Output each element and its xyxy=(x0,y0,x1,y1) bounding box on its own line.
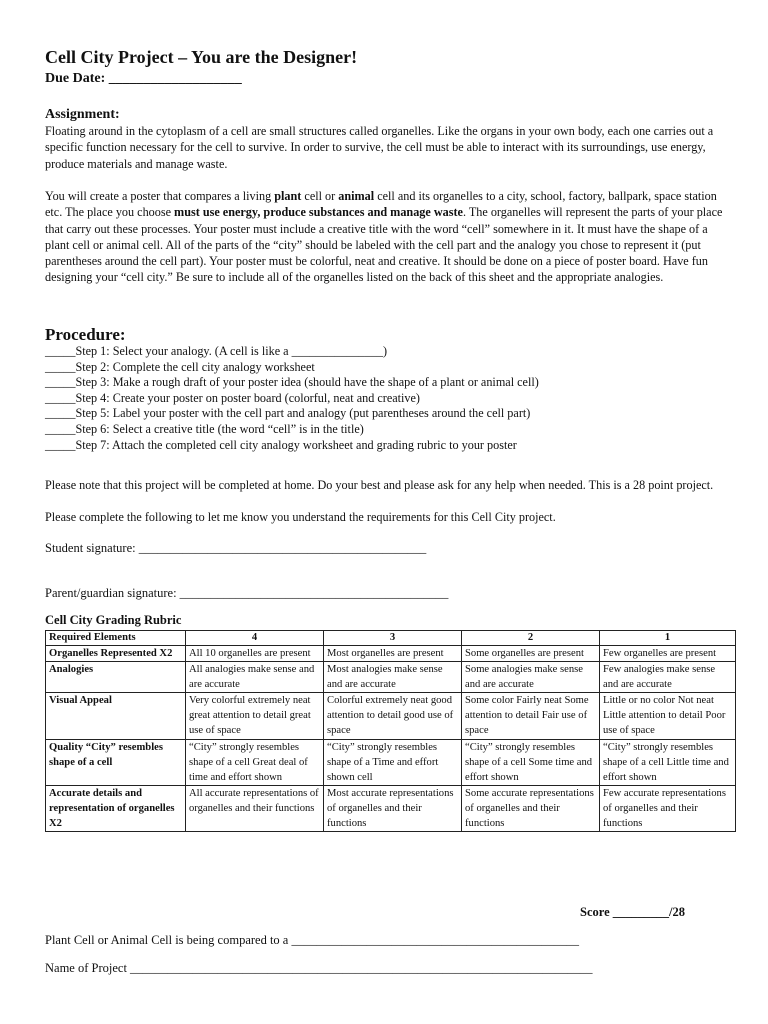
due-date-line: Due Date: ___________________ xyxy=(45,71,242,86)
p2-text-d: . The organelles will represent the parts of your place that carry out these processes. Your poster must include a creative title with the word “cell” somewhere in it. It must have the shape of a plant cell or animal cell. All of the parts of the “city” should be labeled with the cell part and the analogy you chose to represent it (put parentheses around the cell part). Your poster must be colorful, neat and creative. It should be done on a piece of poster board. Have fun designing your “cell city.” Be sure to include all of the organelles listed on the back of this sheet and the appropriate analogies. xyxy=(45,205,723,285)
procedure-step: _____Step 3: Make a rough draft of your poster idea (should have the shape of a plant or animal cell) xyxy=(45,375,539,390)
grading-rubric-table xyxy=(45,630,736,832)
rubric-row xyxy=(46,646,736,662)
procedure-step: _____Step 6: Select a creative title (the word “cell” is in the title) xyxy=(45,421,364,436)
rubric-cell: Few organelles are present xyxy=(600,646,736,662)
p2-text-b: cell or xyxy=(301,189,339,203)
p2-animal-bold: animal xyxy=(338,189,375,203)
rubric-element-cell: Accurate details and representation of organelles X2 xyxy=(46,785,186,831)
p2-must-bold: must use energy, produce substances and manage waste xyxy=(174,205,463,220)
rubric-header-cell: Required Elements xyxy=(46,631,186,646)
score-line: Score _________/28 xyxy=(580,905,685,919)
requirements-note: Please complete the following to let me know you understand the requirements for this Cell City project. xyxy=(45,510,556,524)
rubric-cell: Most organelles are present xyxy=(324,646,462,662)
assignment-heading: Assignment: xyxy=(45,107,120,122)
rubric-element-cell: Visual Appeal xyxy=(46,693,186,739)
rubric-cell: “City” strongly resembles shape of a cell Some time and effort shown xyxy=(462,739,600,785)
rubric-row xyxy=(46,785,736,831)
p2-text-a: You will create a poster that compares a living xyxy=(45,189,275,203)
procedure-step: _____Step 1: Select your analogy. (A cell is like a _______________) xyxy=(45,344,388,358)
rubric-cell: Most analogies make sense and are accurate xyxy=(324,662,462,693)
rubric-row xyxy=(46,662,736,693)
rubric-header-cell: 3 xyxy=(324,631,462,646)
rubric-cell: Some color Fairly neat Some attention to detail Fair use of space xyxy=(462,693,600,739)
procedure-heading: Procedure: xyxy=(45,325,126,344)
rubric-cell: Some accurate representations of organelles and their functions xyxy=(462,785,600,831)
rubric-header-cell: 1 xyxy=(600,631,736,646)
parent-signature-line: Parent/guardian signature: ___________________________________________ xyxy=(45,586,449,600)
procedure-step: _____Step 4: Create your poster on poster board (colorful, neat and creative) xyxy=(45,390,420,405)
note-paragraph: Please note that this project will be completed at home. Do your best and please ask for any help when needed. This is a 28 point project. xyxy=(45,478,714,492)
rubric-header-row xyxy=(46,631,736,646)
rubric-row xyxy=(46,693,736,739)
procedure-step: _____Step 5: Label your poster with the cell part and analogy (put parentheses around the cell part) xyxy=(45,406,531,421)
rubric-row xyxy=(46,739,736,785)
rubric-cell: All 10 organelles are present xyxy=(186,646,324,662)
rubric-cell: “City” strongly resembles shape of a Time and effort shown cell xyxy=(324,739,462,785)
rubric-cell: Some analogies make sense and are accurate xyxy=(462,662,600,693)
p2-plant-bold: plant xyxy=(274,189,302,203)
rubric-cell: All accurate representations of organelles and their functions xyxy=(186,785,324,831)
rubric-header-cell: 2 xyxy=(462,631,600,646)
rubric-cell: Few accurate representations of organelles and their functions xyxy=(600,785,736,831)
rubric-header-cell: 4 xyxy=(186,631,324,646)
rubric-cell: Some organelles are present xyxy=(462,646,600,662)
page-title: Cell City Project – You are the Designer! xyxy=(45,47,358,67)
rubric-cell: “City” strongly resembles shape of a cell Great deal of time and effort shown xyxy=(186,739,324,785)
assignment-paragraph-2 xyxy=(45,188,735,286)
rubric-cell: All analogies make sense and are accurate xyxy=(186,662,324,693)
p2-text-c: cell and its organelles to a city, school, factory, ballpark, space station etc. The place you choose xyxy=(45,189,717,220)
compared-to-line: Plant Cell or Animal Cell is being compared to a ______________________________________________ xyxy=(45,933,579,947)
rubric-element-cell: Quality “City” resembles shape of a cell xyxy=(46,739,186,785)
rubric-cell: Very colorful extremely neat great attention to detail great use of space xyxy=(186,693,324,739)
assignment-paragraph-1: Floating around in the cytoplasm of a cell are small structures called organelles. Like the organs in your own body, each one carries out a specific function necessary for the cell to survive. In order to survive, the cell must be able to interact with its surroundings, use energy, produce materials and manage waste. xyxy=(45,124,714,171)
rubric-cell: Most accurate representations of organelles and their functions xyxy=(324,785,462,831)
rubric-element-cell: Organelles Represented X2 xyxy=(46,646,186,662)
rubric-cell: “City” strongly resembles shape of a cell Little time and effort shown xyxy=(600,739,736,785)
rubric-cell: Little or no color Not neat Little attention to detail Poor use of space xyxy=(600,693,736,739)
student-signature-line: Student signature: ______________________________________________ xyxy=(45,541,427,555)
rubric-title: Cell City Grading Rubric xyxy=(45,613,182,627)
procedure-step: _____Step 7: Attach the completed cell city analogy worksheet and grading rubric to your poster xyxy=(45,437,517,452)
procedure-step: _____Step 2: Complete the cell city analogy worksheet xyxy=(45,359,315,374)
rubric-cell: Colorful extremely neat good attention to detail good use of space xyxy=(324,693,462,739)
rubric-cell: Few analogies make sense and are accurate xyxy=(600,662,736,693)
rubric-element-cell: Analogies xyxy=(46,662,186,693)
project-name-line: Name of Project __________________________________________________________________________ xyxy=(45,961,593,975)
procedure-steps xyxy=(45,344,539,453)
